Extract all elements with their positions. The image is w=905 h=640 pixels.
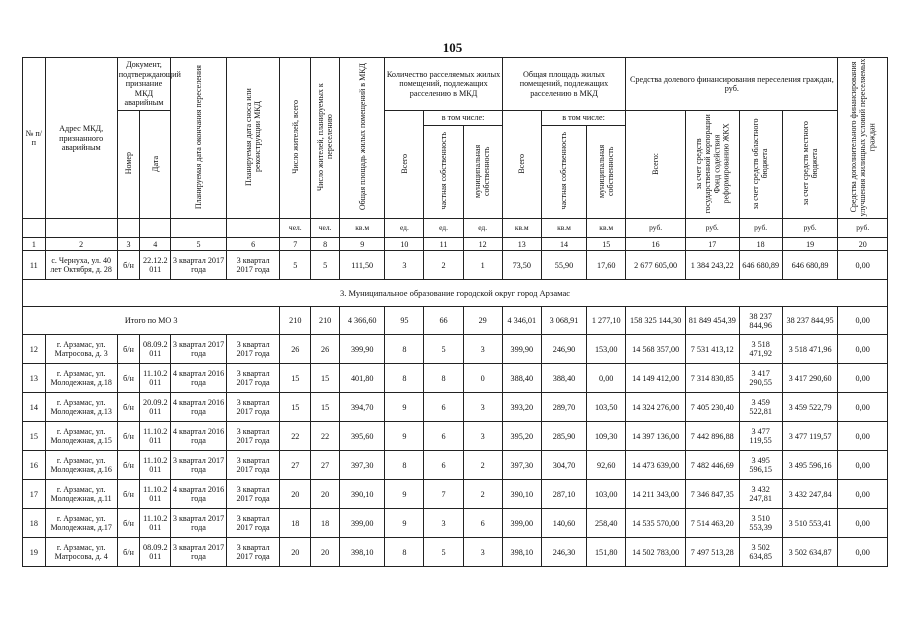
table-row xyxy=(23,480,888,509)
table-cell: 399,90 xyxy=(502,335,541,364)
column-number: 6 xyxy=(226,238,280,251)
table-cell: 14 535 570,00 xyxy=(626,509,686,538)
table-cell: 395,60 xyxy=(340,422,385,451)
table-cell: 17 xyxy=(23,480,46,509)
table-cell: 3 417 290,60 xyxy=(782,364,838,393)
header-fund-corp: за счет средств государственной корпорации Фонд содействия реформированию ЖКХ xyxy=(686,111,740,219)
header-funds-total: Всего: xyxy=(626,111,686,219)
column-number: 10 xyxy=(385,238,424,251)
total-row: Итого по МО 3 210 210 4 366,60 95 66 29 4 346,01 3 068,91 1 277,10 158 325 144,30 81 849 454,39 38 237 844,96 38 237 844,95 0,00 xyxy=(23,307,888,335)
unit-cell: ед. xyxy=(385,219,424,238)
table-cell: 7 xyxy=(424,480,463,509)
table-cell: 26 xyxy=(280,335,311,364)
address-cell: г. Арзамас, ул. Молодежная, д.13 xyxy=(45,393,117,422)
unit-cell: кв.м xyxy=(587,219,626,238)
table-cell: 0,00 xyxy=(838,538,888,567)
table-cell: 3 квартал 2017 года xyxy=(226,364,280,393)
table-cell: 397,30 xyxy=(340,451,385,480)
table-cell: 14 502 783,00 xyxy=(626,538,686,567)
table-cell: б/н xyxy=(117,538,140,567)
table-cell: 397,30 xyxy=(502,451,541,480)
table-cell: 7 442 896,88 xyxy=(686,422,740,451)
table-cell: 18 xyxy=(280,509,311,538)
table-cell: 153,00 xyxy=(587,335,626,364)
table-cell: 4 квартал 2016 года xyxy=(171,393,227,422)
table-cell: 3 417 290,55 xyxy=(739,364,782,393)
header-residents-total: Число жителей, всего xyxy=(280,58,311,219)
header-address: Адрес МКД, признанного аварийным xyxy=(45,58,117,219)
table-cell: 11.10.2 011 xyxy=(140,364,171,393)
table-cell: 8 xyxy=(385,451,424,480)
table-cell: 7 497 513,28 xyxy=(686,538,740,567)
column-number: 5 xyxy=(171,238,227,251)
header-planned-resettlement: Планируемая дата окончания переселения xyxy=(171,58,227,219)
header-fund-extra: Средства дополнительного финансирования улучшения жилищных условий переселяемых граждан xyxy=(838,58,888,219)
table-cell: 9 xyxy=(385,509,424,538)
table-cell: 289,70 xyxy=(541,393,586,422)
address-cell: г. Арзамас, ул. Молодежная, д.16 xyxy=(45,451,117,480)
unit-cell: кв.м xyxy=(541,219,586,238)
column-number: 19 xyxy=(782,238,838,251)
table-cell: 3 квартал 2017 года xyxy=(226,393,280,422)
table-cell: 20.09.2 011 xyxy=(140,393,171,422)
column-number: 20 xyxy=(838,238,888,251)
table-row xyxy=(23,538,888,567)
unit-cell: кв.м xyxy=(340,219,385,238)
table-cell: 3 495 596,15 xyxy=(739,451,782,480)
table-row: 11 с. Чернуха, ул. 40 лет Октября, д. 28 б/н 22.12.2 011 3 квартал 2017 года 3 квартал 2017 года 5 5 111,50 3 2 1 73,50 55,90 17,60 2 677 605,00 1 384 243,22 646 680,89 646 680,89 0,00 xyxy=(23,251,888,280)
table-cell: б/н xyxy=(117,509,140,538)
header-area-total: Всего xyxy=(502,111,541,219)
resettlement-table xyxy=(22,57,888,567)
table-cell: 8 xyxy=(385,538,424,567)
table-cell: 20 xyxy=(280,538,311,567)
table-cell: 3 xyxy=(463,538,502,567)
table-cell: 26 xyxy=(311,335,340,364)
table-cell: 14 211 343,00 xyxy=(626,480,686,509)
column-number: 11 xyxy=(424,238,463,251)
header-rooms-including: в том числе: xyxy=(424,111,502,126)
header-doc-number: Номер xyxy=(117,111,140,219)
table-cell: 140,60 xyxy=(541,509,586,538)
table-cell: б/н xyxy=(117,451,140,480)
table-cell: 399,00 xyxy=(502,509,541,538)
table-cell: 0,00 xyxy=(838,451,888,480)
table-cell: 399,90 xyxy=(340,335,385,364)
table-cell: 246,30 xyxy=(541,538,586,567)
table-cell: 15 xyxy=(280,364,311,393)
table-cell: 390,10 xyxy=(340,480,385,509)
table-cell: 3 квартал 2017 года xyxy=(226,538,280,567)
table-cell: 3 518 471,96 xyxy=(782,335,838,364)
unit-cell: чел. xyxy=(311,219,340,238)
table-cell: 11.10.2 011 xyxy=(140,451,171,480)
table-cell: 3 459 522,81 xyxy=(739,393,782,422)
column-numbers-row xyxy=(23,238,888,251)
table-cell: 7 405 230,40 xyxy=(686,393,740,422)
table-cell: б/н xyxy=(117,393,140,422)
table-cell: 14 149 412,00 xyxy=(626,364,686,393)
table-cell: 3 квартал 2017 года xyxy=(226,480,280,509)
unit-cell: руб. xyxy=(626,219,686,238)
table-cell: 0,00 xyxy=(838,480,888,509)
table-cell: 14 568 357,00 xyxy=(626,335,686,364)
header-rooms-group: Количество расселяемых жилых помещений, подлежащих расселению в МКД xyxy=(385,58,502,111)
total-label: Итого по МО 3 xyxy=(23,307,280,335)
table-cell: 9 xyxy=(385,422,424,451)
unit-cell: чел. xyxy=(280,219,311,238)
table-cell: 5 xyxy=(424,538,463,567)
table-cell: 3 квартал 2017 года xyxy=(171,451,227,480)
column-number: 12 xyxy=(463,238,502,251)
table-cell: б/н xyxy=(117,480,140,509)
table-cell: 8 xyxy=(424,364,463,393)
unit-cell: кв.м xyxy=(502,219,541,238)
table-cell: 2 xyxy=(463,480,502,509)
table-cell: 0,00 xyxy=(838,509,888,538)
column-number: 14 xyxy=(541,238,586,251)
table-cell: 20 xyxy=(311,480,340,509)
header-residents-planned: Число жителей, планируемых к переселению xyxy=(311,58,340,219)
table-cell: 285,90 xyxy=(541,422,586,451)
header-num: № п/п xyxy=(23,58,46,219)
table-cell: 103,00 xyxy=(587,480,626,509)
table-cell: 08.09.2 011 xyxy=(140,335,171,364)
table-cell: 15 xyxy=(280,393,311,422)
column-number: 2 xyxy=(45,238,117,251)
table-cell: 08.09.2 011 xyxy=(140,538,171,567)
table-cell: 304,70 xyxy=(541,451,586,480)
address-cell: г. Арзамас, ул. Матросова, д. 4 xyxy=(45,538,117,567)
table-cell: 7 482 446,69 xyxy=(686,451,740,480)
table-cell: 27 xyxy=(311,451,340,480)
header-area-group: Общая площадь жилых помещений, подлежащих расселению в МКД xyxy=(502,58,626,111)
address-cell: г. Арзамас, ул. Молодежная, д.15 xyxy=(45,422,117,451)
table-cell: 0,00 xyxy=(838,364,888,393)
table-cell: 11.10.2 011 xyxy=(140,422,171,451)
table-cell: 7 314 830,85 xyxy=(686,364,740,393)
table-cell: 12 xyxy=(23,335,46,364)
header-rooms-private: частная собственность xyxy=(424,126,463,219)
table-cell: 92,60 xyxy=(587,451,626,480)
table-cell: 393,20 xyxy=(502,393,541,422)
table-cell: 246,90 xyxy=(541,335,586,364)
header-area-private: частная собственность xyxy=(541,126,586,219)
table-cell: 3 квартал 2017 года xyxy=(171,509,227,538)
table-cell: 5 xyxy=(424,335,463,364)
table-cell: 3 502 634,87 xyxy=(782,538,838,567)
table-row xyxy=(23,335,888,364)
table-cell: 3 xyxy=(463,422,502,451)
unit-cell: ед. xyxy=(463,219,502,238)
table-row xyxy=(23,422,888,451)
table-cell: 3 xyxy=(463,335,502,364)
unit-cell: руб. xyxy=(739,219,782,238)
table-cell: 3 квартал 2017 года xyxy=(226,335,280,364)
table-cell: б/н xyxy=(117,335,140,364)
header-fund-local: за счет средств местного бюджета xyxy=(782,111,838,219)
table-cell: 7 514 463,20 xyxy=(686,509,740,538)
table-cell: 15 xyxy=(23,422,46,451)
table-cell: 0 xyxy=(463,364,502,393)
header-document: Документ, подтверждающий признание МКД аварийным xyxy=(117,58,171,111)
table-cell: 15 xyxy=(311,393,340,422)
table-cell: 27 xyxy=(280,451,311,480)
column-number: 13 xyxy=(502,238,541,251)
table-cell: 6 xyxy=(424,422,463,451)
unit-cell: ед. xyxy=(424,219,463,238)
header-rooms-municipal: муниципальная собственность xyxy=(463,126,502,219)
table-cell: 2 xyxy=(463,451,502,480)
table-row xyxy=(23,364,888,393)
column-number: 3 xyxy=(117,238,140,251)
section-title: 3. Муниципальное образование городской округ город Арзамас xyxy=(23,280,888,307)
header-planned-demolition: Планируемая дата сноса или реконструкции МКД xyxy=(226,58,280,219)
table-cell: 287,10 xyxy=(541,480,586,509)
table-cell: 13 xyxy=(23,364,46,393)
table-cell: 14 xyxy=(23,393,46,422)
column-number: 1 xyxy=(23,238,46,251)
table-cell: 20 xyxy=(280,480,311,509)
table-cell: 18 xyxy=(311,509,340,538)
table-cell: 9 xyxy=(385,393,424,422)
table-row xyxy=(23,393,888,422)
table-cell: 388,40 xyxy=(502,364,541,393)
table-cell: 0,00 xyxy=(587,364,626,393)
header-fund-region: за счет средств областного бюджета xyxy=(739,111,782,219)
header-area-including: в том числе: xyxy=(541,111,625,126)
unit-cell: руб. xyxy=(782,219,838,238)
table-cell: 3 432 247,84 xyxy=(782,480,838,509)
table-cell: 395,20 xyxy=(502,422,541,451)
table-cell: 3 xyxy=(424,509,463,538)
table-cell: 401,80 xyxy=(340,364,385,393)
table-cell: 3 477 119,55 xyxy=(739,422,782,451)
column-number: 4 xyxy=(140,238,171,251)
column-number: 18 xyxy=(739,238,782,251)
table-cell: 8 xyxy=(385,364,424,393)
table-cell: 3 квартал 2017 года xyxy=(226,451,280,480)
table-cell: 20 xyxy=(311,538,340,567)
table-cell: 7 531 413,12 xyxy=(686,335,740,364)
table-cell: 4 квартал 2016 года xyxy=(171,364,227,393)
table-cell: 19 xyxy=(23,538,46,567)
unit-cell: руб. xyxy=(838,219,888,238)
table-cell: 14 397 136,00 xyxy=(626,422,686,451)
table-cell: 3 477 119,57 xyxy=(782,422,838,451)
table-cell: 3 квартал 2017 года xyxy=(171,538,227,567)
table-cell: 18 xyxy=(23,509,46,538)
table-cell: 394,70 xyxy=(340,393,385,422)
table-cell: 6 xyxy=(424,393,463,422)
table-cell: 14 324 276,00 xyxy=(626,393,686,422)
table-cell: 22 xyxy=(280,422,311,451)
unit-cell: руб. xyxy=(686,219,740,238)
table-cell: 4 квартал 2016 года xyxy=(171,480,227,509)
header-total-area: Общая площадь жилых помещений в МКД xyxy=(340,58,385,219)
header-doc-date: Дата xyxy=(140,111,171,219)
column-number: 7 xyxy=(280,238,311,251)
table-cell: 7 346 847,35 xyxy=(686,480,740,509)
table-cell: 3 квартал 2017 года xyxy=(226,509,280,538)
column-number: 17 xyxy=(686,238,740,251)
address-cell: г. Арзамас, ул. Молодежная, д.18 xyxy=(45,364,117,393)
table-cell: 6 xyxy=(463,509,502,538)
header-rooms-total: Всего xyxy=(385,111,424,219)
table-cell: 3 518 471,92 xyxy=(739,335,782,364)
table-cell: 109,30 xyxy=(587,422,626,451)
column-number: 8 xyxy=(311,238,340,251)
table-cell: 398,10 xyxy=(340,538,385,567)
table-cell: 3 510 553,41 xyxy=(782,509,838,538)
table-row xyxy=(23,509,888,538)
table-cell: 151,80 xyxy=(587,538,626,567)
table-cell: 9 xyxy=(385,480,424,509)
table-cell: 3 459 522,79 xyxy=(782,393,838,422)
table-cell: 4 квартал 2016 года xyxy=(171,422,227,451)
units-row xyxy=(23,219,888,238)
table-cell: б/н xyxy=(117,364,140,393)
column-number: 16 xyxy=(626,238,686,251)
address-cell: г. Арзамас, ул. Молодежная, д.11 xyxy=(45,480,117,509)
header-funds-group: Средства долевого финансирования переселения граждан, руб. xyxy=(626,58,838,111)
table-cell: 398,10 xyxy=(502,538,541,567)
table-cell: 3 495 596,16 xyxy=(782,451,838,480)
address-cell: г. Арзамас, ул. Матросова, д. 3 xyxy=(45,335,117,364)
table-cell: 390,10 xyxy=(502,480,541,509)
table-cell: 15 xyxy=(311,364,340,393)
table-cell: 3 432 247,81 xyxy=(739,480,782,509)
column-number: 15 xyxy=(587,238,626,251)
table-cell: 0,00 xyxy=(838,393,888,422)
table-cell: б/н xyxy=(117,422,140,451)
table-row xyxy=(23,451,888,480)
table-cell: 14 473 639,00 xyxy=(626,451,686,480)
table-cell: 8 xyxy=(385,335,424,364)
table-cell: 0,00 xyxy=(838,422,888,451)
table-cell: 6 xyxy=(424,451,463,480)
table-cell: 16 xyxy=(23,451,46,480)
table-cell: 3 квартал 2017 года xyxy=(226,422,280,451)
column-number: 9 xyxy=(340,238,385,251)
table-cell: 3 502 634,85 xyxy=(739,538,782,567)
table-cell: 22 xyxy=(311,422,340,451)
table-cell: 11.10.2 011 xyxy=(140,509,171,538)
table-cell: 3 xyxy=(463,393,502,422)
table-cell: 103,50 xyxy=(587,393,626,422)
table-cell: 11.10.2 011 xyxy=(140,480,171,509)
table-cell: 3 510 553,39 xyxy=(739,509,782,538)
table-cell: 399,00 xyxy=(340,509,385,538)
page-number: 105 xyxy=(442,40,463,55)
table-cell: 388,40 xyxy=(541,364,586,393)
table-cell: 258,40 xyxy=(587,509,626,538)
address-cell: г. Арзамас, ул. Молодежная, д.17 xyxy=(45,509,117,538)
table-cell: 0,00 xyxy=(838,335,888,364)
table-cell: 3 квартал 2017 года xyxy=(171,335,227,364)
header-area-municipal: муниципальная собственность xyxy=(587,126,626,219)
